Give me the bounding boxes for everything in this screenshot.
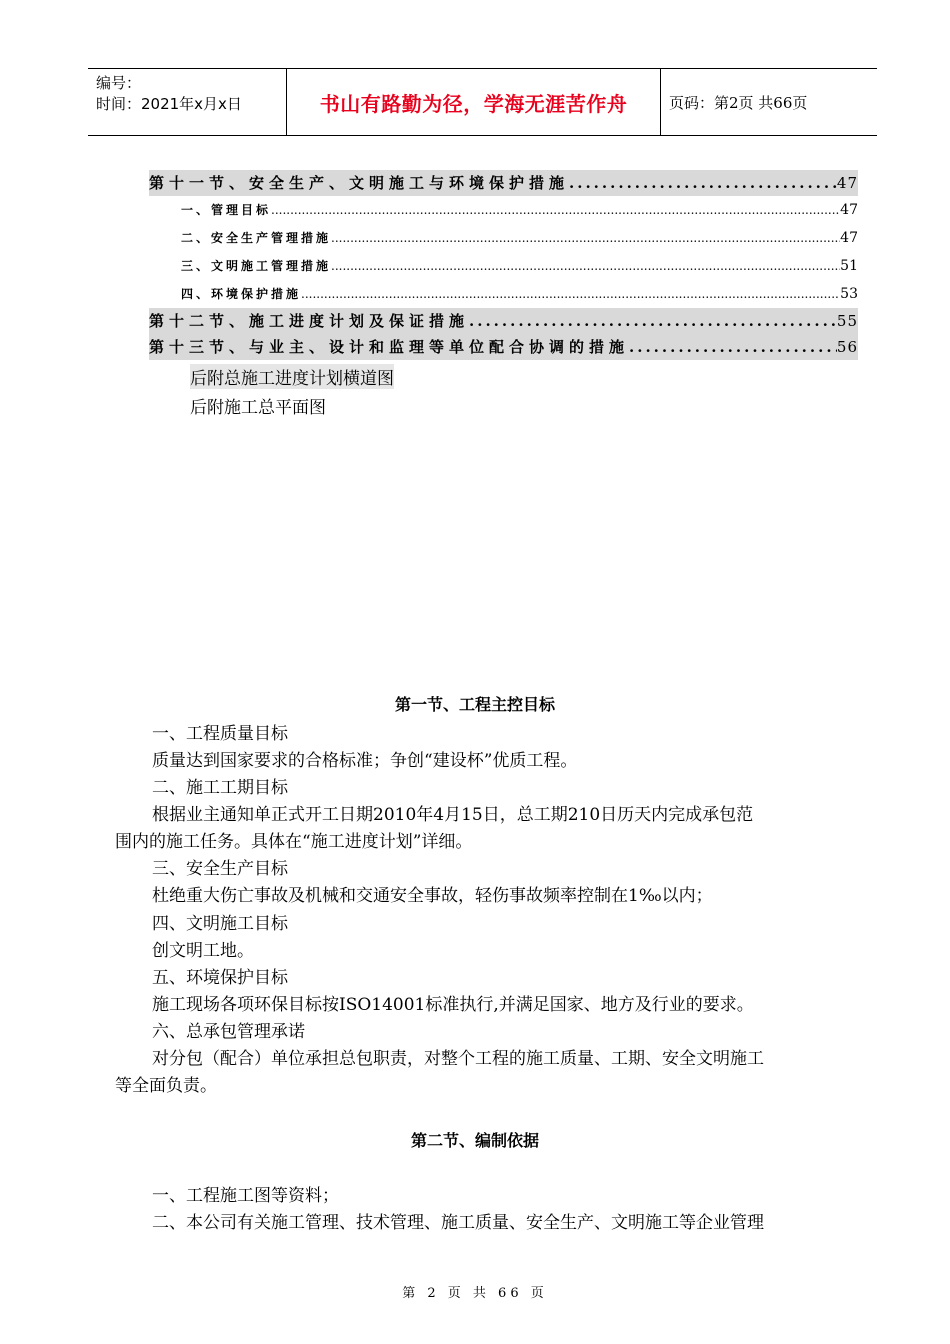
paragraph-line: 创文明工地。 — [152, 941, 254, 961]
toc-leader — [331, 252, 840, 280]
toc-leader — [469, 308, 837, 334]
paragraph-line: 施工现场各项环保目标按ISO14001标准执行,并满足国家、地方及行业的要求。 — [152, 995, 754, 1015]
toc-entry[interactable] — [149, 170, 858, 196]
toc-leader — [629, 334, 837, 360]
paragraph-line: 三、安全生产目标 — [152, 859, 288, 879]
toc-entry[interactable] — [149, 334, 858, 360]
toc-entry-title: 三、文明施工管理措施 — [181, 259, 332, 273]
header-motto: 书山有路勤为径，学海无涯苦作舟 — [287, 69, 661, 135]
toc-entry[interactable] — [149, 224, 858, 252]
toc-entry-title: 四、环境保护措施 — [181, 287, 302, 301]
paragraph-line: 六、总承包管理承诺 — [152, 1022, 305, 1042]
paragraph-line: 根据业主通知单正式开工日期2010年4月15日，总工期210日历天内完成承包范 — [152, 805, 754, 825]
paragraph-line: 二、本公司有关施工管理、技术管理、施工质量、安全生产、文明施工等企业管理 — [152, 1213, 764, 1233]
toc-entry-page: 55 — [836, 312, 858, 330]
toc-entry-page: 53 — [840, 286, 858, 302]
paragraph-line: 一、工程施工图等资料； — [152, 1186, 339, 1206]
paragraph-line: 四、文明施工目标 — [152, 914, 288, 934]
toc-leader — [569, 170, 837, 196]
toc-entry-title: 一、管理目标 — [181, 203, 272, 217]
appendix-item: 后附施工总平面图 — [190, 398, 326, 418]
paragraph-line: 质量达到国家要求的合格标准；争创“建设杯”优质工程。 — [152, 751, 578, 771]
header-time: 时间：2021年x月x日 — [96, 95, 242, 113]
paragraph-line: 一、工程质量目标 — [152, 724, 288, 744]
toc-entry[interactable] — [149, 196, 858, 224]
toc-leader — [301, 280, 840, 308]
toc-entry[interactable] — [149, 252, 858, 280]
page-footer: 第 2 页 共 66 页 — [402, 1286, 548, 1301]
page-header — [88, 68, 877, 136]
toc-entry-page: 47 — [840, 230, 858, 246]
paragraph-line: 等全面负责。 — [115, 1076, 217, 1096]
table-of-contents — [149, 170, 858, 360]
toc-entry-title: 第十二节、施工进度计划及保证措施 — [149, 312, 470, 330]
toc-entry-page: 47 — [840, 202, 858, 218]
paragraph-line: 杜绝重大伤亡事故及机械和交通安全事故，轻伤事故频率控制在1‰以内； — [152, 886, 713, 906]
toc-entry-title: 二、安全生产管理措施 — [181, 231, 332, 245]
paragraph-line: 对分包（配合）单位承担总包职责，对整个工程的施工质量、工期、安全文明施工 — [152, 1049, 764, 1069]
paragraph-line: 围内的施工任务。具体在“施工进度计划”详细。 — [115, 832, 473, 852]
header-page-info: 页码：第2页 共66页 — [669, 93, 808, 112]
toc-entry[interactable] — [149, 280, 858, 308]
paragraph-line: 五、环境保护目标 — [152, 968, 288, 988]
toc-entry-page: 56 — [836, 338, 858, 356]
toc-entry-title: 第十一节、安全生产、文明施工与环境保护措施 — [149, 174, 570, 192]
header-number: 编号： — [96, 74, 142, 92]
appendix-item: 后附总施工进度计划横道图 — [190, 364, 394, 389]
toc-entry[interactable] — [149, 308, 858, 334]
section-title: 第二节、编制依据 — [410, 1131, 539, 1150]
toc-entry-title: 第十三节、与业主、设计和监理等单位配合协调的措施 — [149, 338, 630, 356]
toc-entry-page: 51 — [840, 258, 858, 274]
toc-leader — [271, 196, 840, 224]
header-meta — [88, 69, 287, 135]
toc-leader — [331, 224, 840, 252]
section-title: 第一节、工程主控目标 — [394, 695, 555, 714]
toc-entry-page: 47 — [836, 174, 858, 192]
paragraph-line: 二、施工工期目标 — [152, 778, 288, 798]
